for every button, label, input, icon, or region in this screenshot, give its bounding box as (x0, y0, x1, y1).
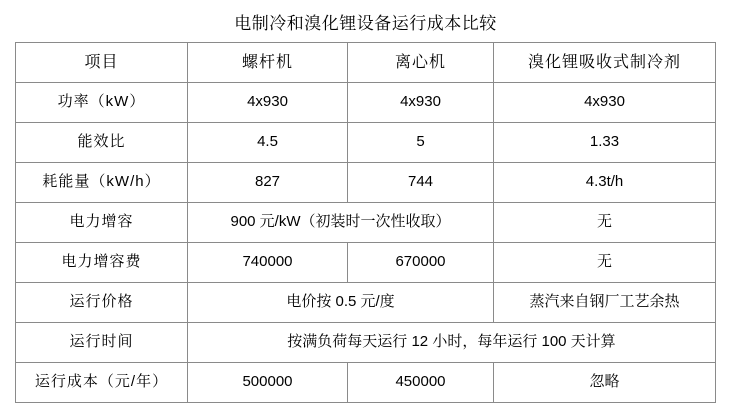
table-row (16, 323, 716, 363)
cell-operating-price-libr: 蒸汽来自钢厂工艺余热 (494, 283, 716, 323)
cell-capacity-fee-screw: 740000 (188, 243, 348, 283)
cell-capacity-increase-electric: 900 元/kW（初装时一次性收取） (188, 203, 494, 243)
row-label-operating-price: 运行价格 (16, 283, 188, 323)
cell-operating-cost-libr: 忽略 (494, 363, 716, 403)
table-row (16, 283, 716, 323)
column-header-centrifugal: 离心机 (348, 43, 494, 83)
table-row (16, 243, 716, 283)
cell-capacity-increase-libr: 无 (494, 203, 716, 243)
cell-cop-screw: 4.5 (188, 123, 348, 163)
cell-capacity-fee-centrifugal: 670000 (348, 243, 494, 283)
cell-cop-centrifugal: 5 (348, 123, 494, 163)
row-label-cop: 能效比 (16, 123, 188, 163)
cell-consumption-screw: 827 (188, 163, 348, 203)
cell-consumption-libr: 4.3t/h (494, 163, 716, 203)
table-row (16, 203, 716, 243)
row-label-operating-time: 运行时间 (16, 323, 188, 363)
row-label-consumption: 耗能量（kW/h） (16, 163, 188, 203)
table-row (16, 123, 716, 163)
row-label-capacity-increase: 电力增容 (16, 203, 188, 243)
cell-operating-cost-screw: 500000 (188, 363, 348, 403)
cell-operating-price-electric: 电价按 0.5 元/度 (188, 283, 494, 323)
cost-comparison-table (15, 42, 716, 403)
page-title: 电制冷和溴化锂设备运行成本比较 (234, 14, 497, 33)
table-row (16, 83, 716, 123)
cell-consumption-centrifugal: 744 (348, 163, 494, 203)
table-row (16, 363, 716, 403)
cell-operating-time-all: 按满负荷每天运行 12 小时，每年运行 100 天计算 (188, 323, 716, 363)
column-header-libr: 溴化锂吸收式制冷剂 (494, 43, 716, 83)
column-header-screw: 螺杆机 (188, 43, 348, 83)
table-header-row (16, 43, 716, 83)
column-header-item: 项目 (16, 43, 188, 83)
row-label-capacity-fee: 电力增容费 (16, 243, 188, 283)
cell-capacity-fee-libr: 无 (494, 243, 716, 283)
row-label-operating-cost: 运行成本（元/年） (16, 363, 188, 403)
table-row (16, 163, 716, 203)
cell-operating-cost-centrifugal: 450000 (348, 363, 494, 403)
cell-cop-libr: 1.33 (494, 123, 716, 163)
cell-power-libr: 4x930 (494, 83, 716, 123)
cell-power-screw: 4x930 (188, 83, 348, 123)
cell-power-centrifugal: 4x930 (348, 83, 494, 123)
row-label-power: 功率（kW） (16, 83, 188, 123)
